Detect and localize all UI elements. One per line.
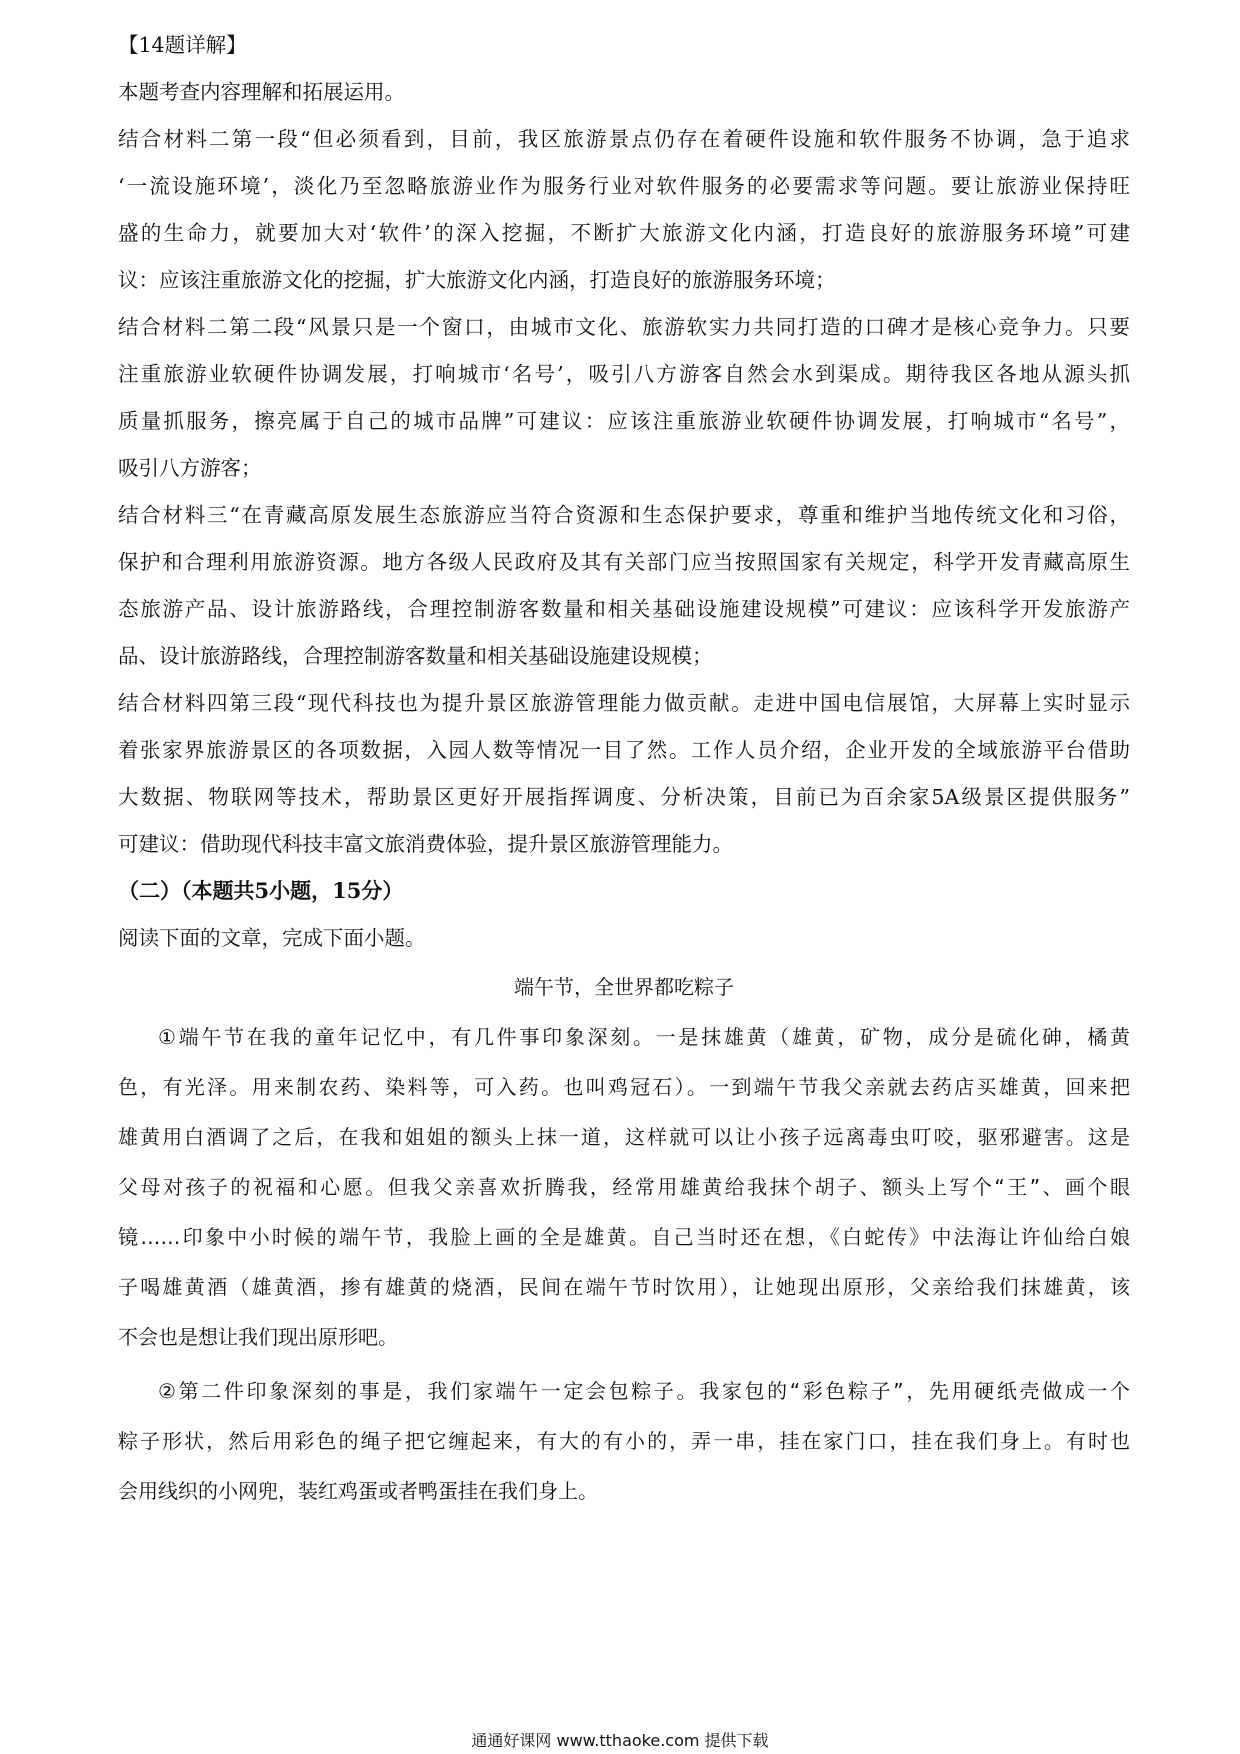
analysis-line: 结合材料二第一段“但必须看到，目前，我区旅游景点仍存在着硬件设施和软件服务不协调，急于追求 — [118, 127, 1130, 151]
analysis-line: 品、设计旅游路线，合理控制游客数量和相关基础设施建设规模； — [118, 644, 713, 668]
analysis-line: 吸引八方游客； — [118, 456, 262, 480]
analysis-line: 结合材料三“在青藏高原发展生态旅游应当符合资源和生态保护要求，尊重和维护当地传统文化和习俗， — [118, 503, 1130, 527]
article-line: 粽子形状，然后用彩色的绳子把它缠起来，有大的有小的，弄一串，挂在家门口，挂在我们身上。有时也 — [118, 1429, 1130, 1453]
analysis-line: 大数据、物联网等技术，帮助景区更好开展指挥调度、分析决策，目前已为百余家5A级景区提供服务” — [118, 785, 1130, 809]
analysis-line: 注重旅游业软硬件协调发展，打响城市‘名号’，吸引八方游客自然会水到渠成。期待我区各地从源头抓 — [118, 362, 1130, 386]
analysis-line: 态旅游产品、设计旅游路线，合理控制游客数量和相关基础设施建设规模”可建议：应该科学开发旅游产 — [118, 597, 1130, 621]
article-line: 色，有光泽。用来制农药、染料等，可入药。也叫鸡冠石）。一到端午节我父亲就去药店买雄黄，回来把 — [118, 1075, 1130, 1099]
detail-heading: 【14题详解】 — [118, 33, 247, 57]
article-line: 父母对孩子的祝福和心愿。但我父亲喜欢折腾我，经常用雄黄给我抹个胡子、额头上写个“王”、画个眼 — [118, 1175, 1130, 1199]
article-line: ②第二件印象深刻的事是，我们家端午一定会包粽子。我家包的“彩色粽子”，先用硬纸壳做成一个 — [158, 1379, 1130, 1403]
article-line: ①端午节在我的童年记忆中，有几件事印象深刻。一是抹雄黄（雄黄，矿物，成分是硫化砷，橘黄 — [158, 1025, 1130, 1049]
article-title: 端午节，全世界都吃粽子 — [514, 975, 734, 999]
page-footer: 通通好课网 www.tthaoke.com 提供下载 — [471, 1731, 769, 1750]
analysis-line: 质量抓服务，擦亮属于自己的城市品牌”可建议：应该注重旅游业软硬件协调发展，打响城市“名号”， — [118, 409, 1130, 433]
analysis-line: 着张家界旅游景区的各项数据，入园人数等情况一目了然。工作人员介绍，企业开发的全域旅游平台借助 — [118, 738, 1130, 762]
article-line: 不会也是想让我们现出原形吧。 — [118, 1325, 398, 1349]
analysis-line: ‘一流设施环境’，淡化乃至忽略旅游业作为服务行业对软件服务的必要需求等问题。要让旅游业保持旺 — [118, 174, 1130, 198]
analysis-line: 可建议：借助现代科技丰富文旅消费体验，提升景区旅游管理能力。 — [118, 832, 733, 856]
article-line: 镜……印象中小时候的端午节，我脸上画的全是雄黄。自己当时还在想，《白蛇传》中法海让许仙给白娘 — [118, 1225, 1130, 1249]
intro-text: 本题考查内容理解和拓展运用。 — [118, 80, 405, 104]
analysis-line: 议：应该注重旅游文化的挖掘，扩大旅游文化内涵，打造良好的旅游服务环境； — [118, 268, 836, 292]
analysis-line: 结合材料四第三段“现代科技也为提升景区旅游管理能力做贡献。走进中国电信展馆，大屏幕上实时显示 — [118, 691, 1130, 715]
article-line: 雄黄用白酒调了之后，在我和姐姐的额头上抹一道，这样就可以让小孩子远离毒虫叮咬，驱邪避害。这是 — [118, 1125, 1130, 1149]
article-line: 子喝雄黄酒（雄黄酒，掺有雄黄的烧酒，民间在端午节时饮用），让她现出原形，父亲给我们抹雄黄，该 — [118, 1275, 1130, 1299]
instruction-text: 阅读下面的文章，完成下面小题。 — [118, 926, 426, 950]
analysis-line: 盛的生命力，就要加大对‘软件’的深入挖掘，不断扩大旅游文化内涵，打造良好的旅游服务环境”可建 — [118, 221, 1130, 245]
analysis-line: 结合材料二第二段“风景只是一个窗口，由城市文化、旅游软实力共同打造的口碑才是核心竞争力。只要 — [118, 315, 1130, 339]
analysis-line: 保护和合理利用旅游资源。地方各级人民政府及其有关部门应当按照国家有关规定，科学开发青藏高原生 — [118, 550, 1130, 574]
article-line: 会用线织的小网兜，装红鸡蛋或者鸭蛋挂在我们身上。 — [118, 1479, 598, 1503]
section-heading: （二）（本题共5小题，15分） — [118, 878, 404, 903]
